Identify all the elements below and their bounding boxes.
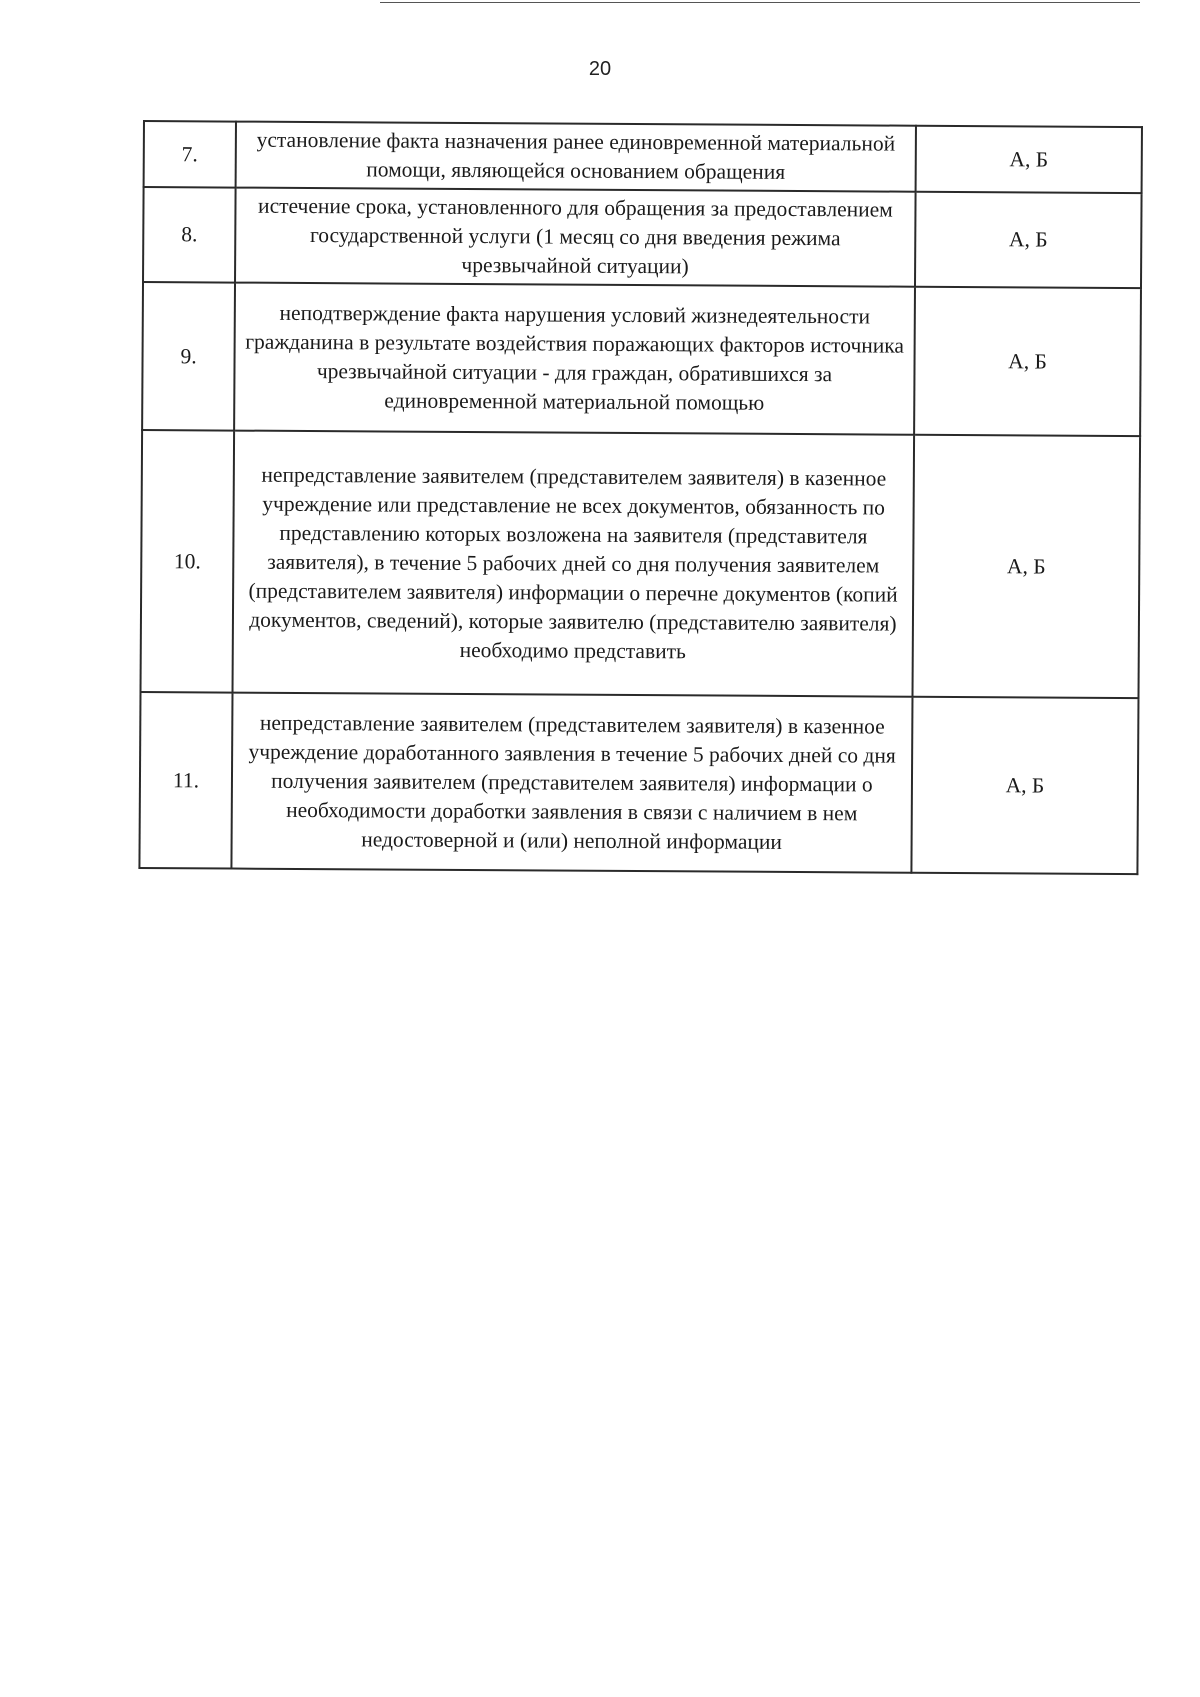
row-text: истечение срока, установленного для обращения за предоставлением государственной услуги (1 месяц со дня введения режима чрезвычайной ситуации) (235, 188, 916, 287)
row-sections: А, Б (915, 192, 1142, 288)
scan-edge (0, 0, 1200, 6)
scan-edge-line (380, 2, 1140, 3)
row-sections: А, Б (912, 435, 1140, 698)
row-number: 9. (142, 282, 235, 431)
row-sections: А, Б (916, 126, 1142, 193)
table-row (141, 430, 1141, 698)
row-text: непредставление заявителем (представителем заявителя) в казенное учреждение или представление не всех документов, обязанность по представлению которых возложена на заявителя (представителя заявителя), в течение 5 рабочих дней со дня получения заявителем (представителем заявителя) информации о перечне документов (копий документов, сведений), которые заявителю (представителю заявителя) необходимо представить (233, 431, 915, 697)
row-number: 8. (143, 187, 236, 283)
row-number: 7. (144, 121, 236, 188)
row-text: непредставление заявителем (представителем заявителя) в казенное учреждение доработанного заявления в течение 5 рабочих дней со дня получения заявителем (представителем заявителя) информации о необходимости доработки заявления в связи с наличием в нем недостоверной и (или) неполной информации (231, 693, 912, 873)
row-text: установление факта назначения ранее единовременной материальной помощи, являющейся основанием обращения (236, 122, 916, 192)
row-number: 11. (139, 692, 232, 869)
row-sections: А, Б (911, 697, 1138, 874)
table-row (143, 187, 1142, 288)
table-row (142, 282, 1141, 436)
table-row (144, 121, 1142, 193)
row-sections: А, Б (914, 287, 1141, 436)
row-number: 10. (141, 430, 235, 693)
row-text: неподтверждение факта нарушения условий жизнедеятельности гражданина в результате воздействия поражающих факторов источника чрезвычайной ситуации - для граждан, обратившихся за единовременной материальной помощью (234, 283, 915, 435)
page-number: 20 (588, 58, 612, 80)
grounds-table (138, 120, 1143, 875)
table-row (139, 692, 1138, 874)
